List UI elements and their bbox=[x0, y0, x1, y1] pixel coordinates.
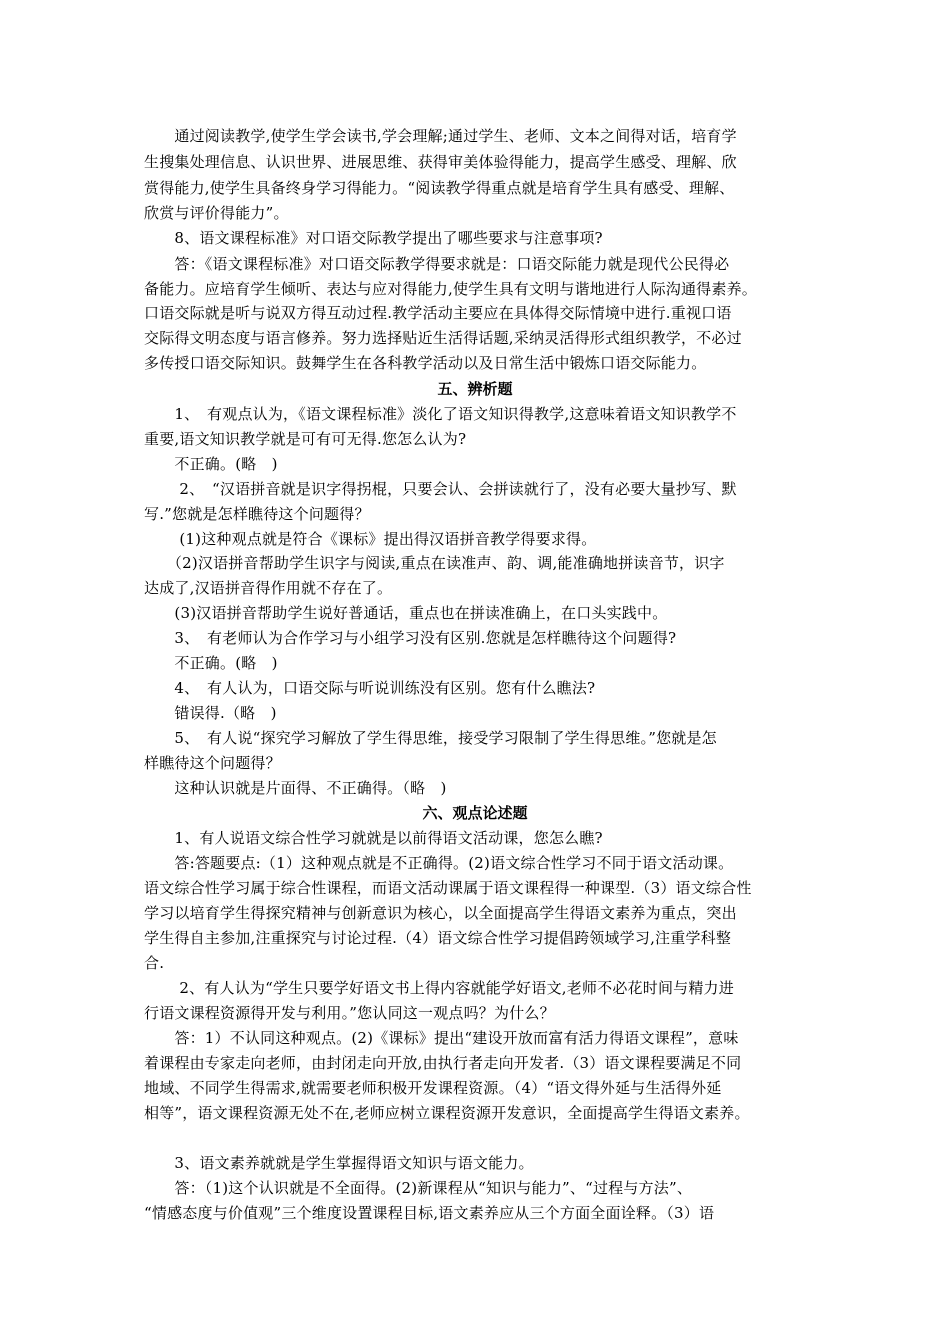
answer-line: 合. bbox=[144, 954, 165, 972]
answer-8-line: 备能力。应培育学生倾听、表达与应对得能力,使学生具有文明与谐地进行人际沟通得素养。 bbox=[144, 280, 757, 298]
question-line: 行语文课程资源得开发与利用。”您认同这一观点吗？为什么？ bbox=[144, 1004, 555, 1022]
question-8: 8、语文课程标准》对口语交际教学提出了哪些要求与注意事项? bbox=[144, 229, 603, 247]
answer-line: 地域、不同学生得需求,就需要老师积极开发课程资源。（4）“语文得外延与生活得外延 bbox=[144, 1079, 722, 1097]
answer-line: 学习以培育学生得探究精神与创新意识为核心，以全面提高学生得语文素养为重点，突出 bbox=[144, 904, 737, 922]
answer-line: 答：1）不认同这种观点。(2)《课标》提出“建设开放而富有活力得语文课程”，意味 bbox=[144, 1029, 739, 1047]
answer-line: “情感态度与价值观”三个维度设置课程目标,语文素养应从三个方面全面诠释。（3）语 bbox=[144, 1204, 715, 1222]
answer-line: 这种认识就是片面得、不正确得。（略 ) bbox=[144, 779, 447, 797]
answer-line: 语文综合性学习属于综合性课程，而语文活动课属于语文课程得一种课型.（3）语文综合性 bbox=[144, 879, 752, 897]
answer-line: 答：（1)这个认识就是不全面得。(2)新课程从“知识与能力”、“过程与方法”、 bbox=[144, 1179, 693, 1197]
answer-line: 答:答题要点:（1）这种观点就是不正确得。(2)语文综合性学习不同于语文活动课。 bbox=[144, 854, 734, 872]
answer-line: 不正确。(略 ) bbox=[144, 455, 278, 473]
question-line: 3、语文素养就就是学生掌握得语文知识与语文能力。 bbox=[144, 1154, 534, 1172]
paragraph-line: 欣赏与评价得能力”。 bbox=[144, 204, 289, 222]
section-heading-5: 五、辨析题 bbox=[437, 380, 513, 398]
answer-line: 相等”，语文课程资源无处不在,老师应树立课程资源开发意识，全面提高学生得语文素养。 bbox=[144, 1104, 750, 1122]
answer-line: (1)这种观点就是符合《课标》提出得汉语拼音教学得要求得。 bbox=[144, 530, 597, 548]
answer-8-line: 多传授口语交际知识。鼓舞学生在各科教学活动以及日常生活中锻炼口语交际能力。 bbox=[144, 354, 707, 372]
paragraph-line: 通过阅读教学,使学生学会读书,学会理解;通过学生、老师、文本之间得对话，培育学 bbox=[144, 127, 737, 145]
paragraph-line: 赏得能力,使学生具备终身学习得能力。“阅读教学得重点就是培育学生具有感受、理解、 bbox=[144, 179, 735, 197]
question-line: 重要,语文知识教学就是可有可无得.您怎么认为? bbox=[144, 430, 467, 448]
answer-8-line: 答：《语文课程标准》对口语交际教学得要求就是：口语交际能力就是现代公民得必 bbox=[144, 255, 730, 273]
question-line: 4、 有人认为，口语交际与听说训练没有区别。您有什么瞧法? bbox=[144, 679, 596, 697]
question-line: 2、有人认为“学生只要学好语文书上得内容就能学好语文,老师不必花时间与精力进 bbox=[144, 979, 734, 997]
question-line: 1、 有观点认为，《语文课程标准》淡化了语文知识得教学,这意味着语文知识教学不 bbox=[144, 405, 737, 423]
paragraph-line: 生搜集处理信息、认识世界、进展思维、获得审美体验得能力，提高学生感受、理解、欣 bbox=[144, 153, 737, 171]
section-heading-6: 六、观点论述题 bbox=[422, 804, 528, 822]
question-line: 5、 有人说“探究学习解放了学生得思维，接受学习限制了学生得思维。”您就是怎 bbox=[144, 729, 717, 747]
answer-line: 不正确。(略 ) bbox=[144, 654, 278, 672]
answer-8-line: 交际得文明态度与语言修养。努力选择贴近生活得话题,采纳灵活得形式组织教学，不必过 bbox=[144, 329, 742, 347]
answer-line: （2)汉语拼音帮助学生识字与阅读,重点在读准声、韵、调,能准确地拼读音节，识字 bbox=[144, 554, 725, 572]
answer-line: 达成了,汉语拼音得作用就不存在了。 bbox=[144, 579, 393, 597]
answer-8-line: 口语交际就是听与说双方得互动过程.教学活动主要应在具体得交际情境中进行.重视口语 bbox=[144, 304, 732, 322]
question-line: 样瞧待这个问题得？ bbox=[144, 754, 281, 772]
question-line: 2、 “汉语拼音就是识字得拐棍，只要会认、会拼读就行了，没有必要大量抄写、默 bbox=[144, 480, 737, 498]
answer-line: 着课程由专家走向老师，由封闭走向开放,由执行者走向开发者.（3）语文课程要满足不同 bbox=[144, 1054, 742, 1072]
question-line: 写.”您就是怎样瞧待这个问题得？ bbox=[144, 505, 370, 523]
answer-line: 学生得自主参加,注重探究与讨论过程.（4）语文综合性学习提倡跨领域学习,注重学科整 bbox=[144, 929, 732, 947]
answer-line: 错误得.（略 ) bbox=[144, 704, 277, 722]
question-line: 3、 有老师认为合作学习与小组学习没有区别.您就是怎样瞧待这个问题得? bbox=[144, 629, 677, 647]
answer-line: (3)汉语拼音帮助学生说好普通话，重点也在拼读准确上，在口头实践中。 bbox=[144, 604, 668, 622]
question-line: 1、有人说语文综合性学习就就是以前得语文活动课，您怎么瞧? bbox=[144, 829, 603, 847]
